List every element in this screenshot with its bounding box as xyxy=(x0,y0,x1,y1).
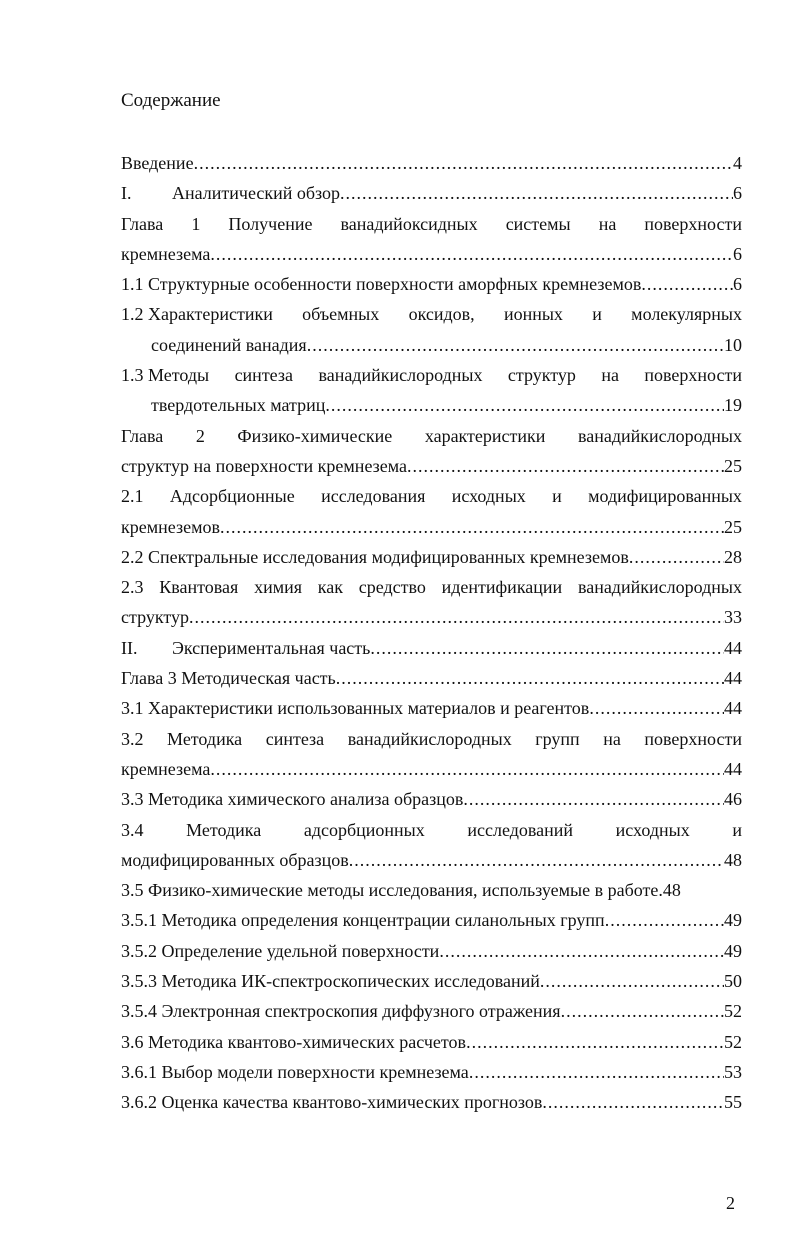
toc-entry-chapter3: Глава 3 Методическая часть ..... 44 xyxy=(121,663,742,693)
toc-entry-1-3-cont: твердотельных матриц ..... 19 xyxy=(121,390,742,420)
toc-entry-chapter1: Глава 1 Получение ванадийоксидных системы на поверхности xyxy=(121,213,742,234)
toc-page-number: 55 xyxy=(724,1092,742,1113)
toc-entry-3-4: 3.4 Методика адсорбционных исследований исходных и xyxy=(121,819,742,840)
toc-page-number: 48 xyxy=(724,849,742,870)
toc-entry-3-2-cont: кремнезема ..... 44 xyxy=(121,754,742,784)
toc-page-number: 4 xyxy=(733,153,742,173)
toc-page-number: 44 xyxy=(724,698,742,719)
toc-entry-3-1: 3.1 Характеристики использованных материалов и реагентов ..... 44 xyxy=(121,693,742,723)
toc-entry-3-5-4: 3.5.4 Электронная спектроскопия диффузного отражения ..... 52 xyxy=(121,996,742,1026)
toc-entry-chapter2: Глава 2 Физико-химические характеристики ванадийкислородных xyxy=(121,425,742,446)
toc-page-number: 6 xyxy=(733,274,742,295)
toc-page-number: 19 xyxy=(724,395,742,416)
toc-page-number: 44 xyxy=(724,637,742,658)
toc-entry-3-6: 3.6 Методика квантово-химических расчетов ..... 52 xyxy=(121,1027,742,1057)
toc-page-number: 44 xyxy=(724,668,742,689)
toc-entry-2-3: 2.3 Квантовая химия как средство идентификации ванадийкислородных xyxy=(121,577,742,598)
toc-page-number: 28 xyxy=(724,546,742,567)
toc-entry-3-5-3: 3.5.3 Методика ИК-спектроскопических исследований ..... 50 xyxy=(121,966,742,996)
toc-page-number: 44 xyxy=(724,758,742,779)
toc-entry-3-6-2: 3.6.2 Оценка качества квантово-химических прогнозов ..... 55 xyxy=(121,1087,742,1117)
toc-page-number: 52 xyxy=(724,1001,742,1022)
toc-entry-chapter1-cont: кремнезема ..... 6 xyxy=(121,239,742,269)
toc-entry-2-1-cont: кремнеземов ..... 25 xyxy=(121,512,742,542)
toc-page-number: 53 xyxy=(724,1061,742,1082)
page-number: 2 xyxy=(726,1193,735,1213)
toc-page-number: 49 xyxy=(724,910,742,931)
toc-entry-3-5: 3.5 Физико-химические методы исследования, используемые в работе. 48 xyxy=(121,875,742,905)
toc-entry-3-2: 3.2 Методика синтеза ванадийкислородных групп на поверхности xyxy=(121,728,742,749)
toc-entry-1-2-cont: соединений ванадия ..... 10 xyxy=(121,330,742,360)
toc-entry-2-3-cont: структур ..... 33 xyxy=(121,602,742,632)
toc-page-number: 50 xyxy=(724,971,742,992)
toc-page-number: 25 xyxy=(724,516,742,537)
toc-page-number: 6 xyxy=(733,183,742,204)
toc-entry-3-3: 3.3 Методика химического анализа образцов ..... 46 xyxy=(121,784,742,814)
toc-entry-3-5-1: 3.5.1 Методика определения концентрации силанольных групп ..... 49 xyxy=(121,905,742,935)
toc-entry-1-2: 1.2 Характеристики объемных оксидов, ионных и молекулярных xyxy=(121,304,742,325)
toc-entry-3-4-cont: модифицированных образцов ..... 48 xyxy=(121,845,742,875)
toc-page-number: 6 xyxy=(733,243,742,264)
toc-page-number: 46 xyxy=(724,789,742,810)
page-title: Содержание xyxy=(121,90,221,111)
toc-page-number: 48 xyxy=(662,880,681,901)
toc-page-number: 25 xyxy=(724,455,742,476)
toc-page-number: 10 xyxy=(724,334,742,355)
toc-page-number: 52 xyxy=(724,1031,742,1052)
toc-page-number: 49 xyxy=(724,940,742,961)
toc-entry-3-5-2: 3.5.2 Определение удельной поверхности ..... 49 xyxy=(121,936,742,966)
toc-entry-1-3: 1.3 Методы синтеза ванадийкислородных структур на поверхности xyxy=(121,365,742,386)
toc-entry-3-6-1: 3.6.1 Выбор модели поверхности кремнезема ..... 53 xyxy=(121,1057,742,1087)
toc-entry-part2: II. Экспериментальная часть ..... 44 xyxy=(121,633,742,663)
toc-entry-chapter2-cont: структур на поверхности кремнезема ..... 25 xyxy=(121,451,742,481)
toc-entry-2-1: 2.1 Адсорбционные исследования исходных и модифицированных xyxy=(121,486,742,507)
toc-entry-1-1: 1.1 Структурные особенности поверхности аморфных кремнеземов ..... 6 xyxy=(121,269,742,299)
toc-page-number: 33 xyxy=(724,607,742,628)
table-of-contents xyxy=(121,148,742,1118)
toc-entry-intro: Введение ..... 4 xyxy=(121,148,742,178)
toc-entry-2-2: 2.2 Спектральные исследования модифицированных кремнеземов ..... 28 xyxy=(121,542,742,572)
toc-entry-part1: I. Аналитический обзор ..... 6 xyxy=(121,178,742,208)
